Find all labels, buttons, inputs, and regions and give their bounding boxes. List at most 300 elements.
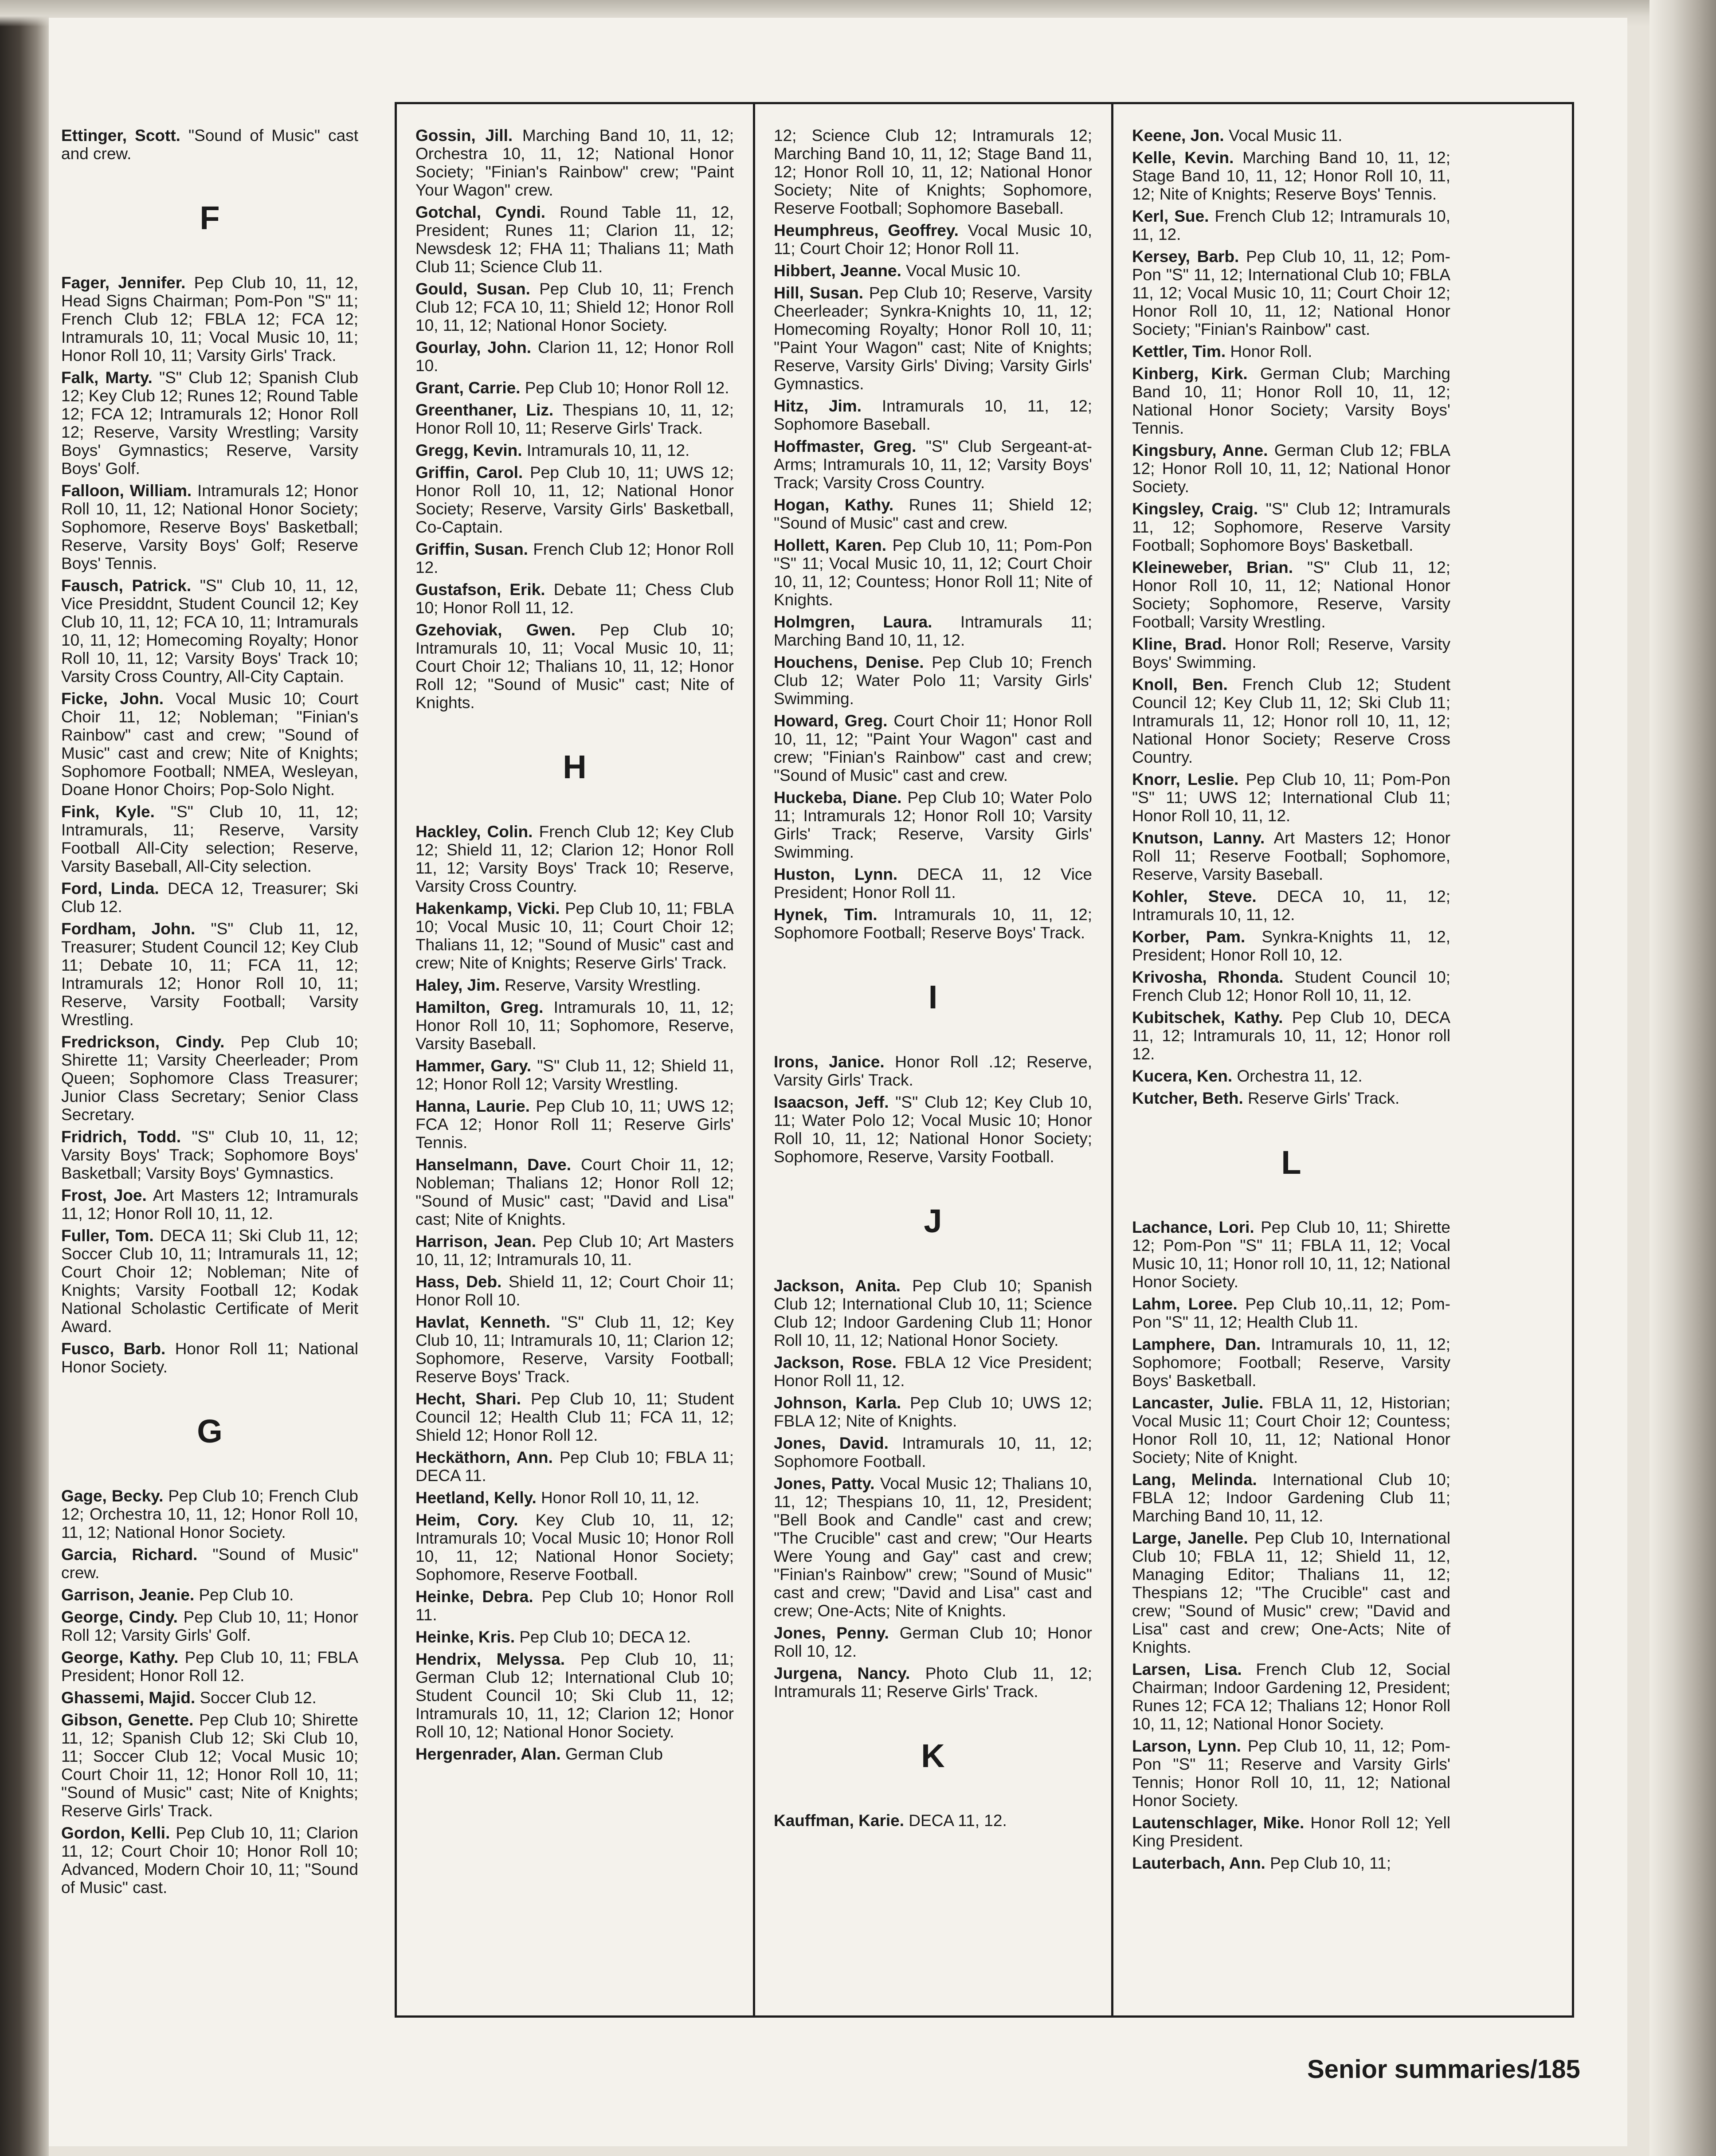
senior-name: Hill, Susan. (774, 284, 864, 302)
senior-entry (61, 1648, 358, 1685)
senior-name: Griffin, Carol. (415, 463, 523, 482)
senior-entry (415, 1650, 734, 1741)
senior-entry (415, 580, 734, 617)
senior-name: Kutcher, Beth. (1132, 1089, 1243, 1107)
senior-entry (61, 690, 358, 799)
senior-activities: Honor Roll; Reserve, Varsity Boys' Swimming. (1132, 635, 1450, 671)
senior-activities: FBLA 11, 12, Historian; Vocal Music 11; Court Choir 12; Countess; Honor Roll 10, 11, 12; National Honor Society; Nite of Knight. (1132, 1394, 1450, 1466)
senior-activities: Soccer Club 12. (195, 1689, 317, 1707)
senior-activities: Art Masters 12; Honor Roll 11; Reserve Football; Sophomore, Reserve, Varsity Baseball. (1132, 829, 1450, 883)
senior-activities: Orchestra 11, 12. (1232, 1067, 1363, 1085)
senior-name: Knoll, Ben. (1132, 675, 1228, 694)
senior-activities: Photo Club 11, 12; Intramurals 11; Reserve Girls' Track. (774, 1664, 1092, 1701)
senior-activities: Pep Club 10; Art Masters 10, 11, 12; Intramurals 10, 11. (415, 1232, 734, 1269)
senior-name: Ficke, John. (61, 690, 164, 708)
section-letter-heading: H (563, 749, 587, 785)
senior-entry (415, 1511, 734, 1584)
senior-activities: Pep Club 10; Shirette 11, 12; Spanish Club 12; Ski Club 10, 11; Soccer Club 12; Vocal Music 10; Court Choir 11, 12; Honor Roll 10, 11; "Sound of Music" cast; Nite of Knights; Reserve Girls' Track. (61, 1711, 358, 1820)
senior-name: Gzehoviak, Gwen. (415, 621, 576, 639)
senior-entry (774, 865, 1092, 902)
senior-entry (774, 1394, 1092, 1430)
senior-entry (415, 1628, 734, 1646)
senior-name: Hamilton, Greg. (415, 998, 544, 1016)
senior-name: Large, Janelle. (1132, 1529, 1248, 1547)
senior-entry (1132, 887, 1450, 924)
senior-name: Kersey, Barb. (1132, 247, 1239, 266)
senior-activities: Clarion 11, 12; Honor Roll 10. (415, 338, 734, 375)
senior-activities: Honor Roll. (1226, 342, 1312, 361)
senior-activities: Pep Club 10,.11, 12; Pom-Pon "S" 11, 12; Health Club 11. (1132, 1295, 1450, 1331)
senior-name: Kucera, Ken. (1132, 1067, 1233, 1085)
senior-entry (774, 1434, 1092, 1470)
senior-name: Heim, Cory. (415, 1511, 518, 1529)
senior-entry (1132, 1529, 1450, 1656)
senior-entry (1132, 1295, 1450, 1331)
senior-entry (61, 803, 358, 875)
senior-activities: Synkra-Knights 11, 12, President; Honor Roll 10, 12. (1132, 928, 1450, 964)
senior-entry (415, 401, 734, 437)
senior-name: Jurgena, Nancy. (774, 1664, 910, 1682)
yearbook-page (49, 18, 1627, 2146)
senior-activities: Pep Club 10; Honor Roll 12. (520, 379, 729, 397)
senior-name: Jones, David. (774, 1434, 889, 1452)
senior-name: Gibson, Genette. (61, 1711, 194, 1729)
senior-activities: Pep Club 10; Intramurals 10, 11; Vocal Music 10, 11; Court Choir 12; Thalians 10, 11, 12; Honor Roll 12; "Sound of Music" cast; Nite of Knights. (415, 621, 734, 712)
senior-activities: Pep Club 10; Reserve, Varsity Cheerleader; Synkra-Knights 10, 11, 12; Homecoming Royalty; Honor Roll 10, 11; "Paint Your Wagon" cast; Nite of Knights; Reserve, Varsity Girls' Diving; Varsity Girls' Gymnastics. (774, 284, 1093, 393)
senior-activities: "S" Club 11, 12; Honor Roll 10, 11, 12; National Honor Society; Sophomore, Reserve, Varsity Football; Varsity Wrestling. (1132, 558, 1450, 631)
senior-activities: Court Choir 11, 12; Nobleman; Thalians 12; Honor Roll 12; "Sound of Music" cast; "David and Lisa" cast; Nite of Knights. (415, 1156, 734, 1228)
senior-activities: "S" Club 10, 11, 12; Varsity Boys' Track; Sophomore Boys' Basketball; Varsity Boys' Gymnastics. (61, 1128, 358, 1182)
senior-entry (774, 1277, 1092, 1349)
senior-name: Isaacson, Jeff. (774, 1093, 889, 1111)
senior-entry (61, 1340, 358, 1376)
senior-name: Lachance, Lori. (1132, 1218, 1254, 1236)
senior-activities: Intramurals 11; Marching Band 10, 11, 12. (774, 613, 1092, 649)
senior-activities: Intramurals 10, 11, 12; Sophomore Football; Reserve Boys' Track. (774, 906, 1092, 942)
senior-entry (415, 823, 734, 895)
senior-name: Hass, Deb. (415, 1273, 502, 1291)
senior-entry (415, 1390, 734, 1444)
senior-activities: Runes 11; Shield 12; "Sound of Music" cast and crew. (774, 496, 1092, 532)
senior-activities: German Club (560, 1745, 663, 1763)
senior-entry (774, 1664, 1092, 1701)
senior-activities: International Club 10; FBLA 12; Indoor Gardening Club 11; Marching Band 10, 11, 12. (1132, 1470, 1450, 1525)
senior-name: Fredrickson, Cindy. (61, 1033, 225, 1051)
senior-entry (415, 280, 734, 334)
senior-activities: Pep Club 10, 11; UWS 12; Honor Roll 10, 11, 12; National Honor Society; Reserve, Varsity Girls' Basketball, Co-Captain. (415, 463, 734, 536)
senior-name: Fordham, John. (61, 920, 196, 938)
senior-entry (1132, 1394, 1450, 1466)
senior-name: Gregg, Kevin. (415, 441, 522, 459)
column-2 (415, 126, 734, 1767)
senior-entry (415, 1745, 734, 1763)
senior-entry (415, 1156, 734, 1228)
senior-entry (1132, 441, 1450, 496)
senior-name: Larson, Lynn. (1132, 1737, 1241, 1755)
senior-activities: German Club; Marching Band 10, 11; Honor Roll 10, 11, 12; National Honor Society; Varsity Boys' Tennis. (1132, 365, 1450, 437)
senior-name: Gage, Becky. (61, 1487, 164, 1505)
senior-name: Hibbert, Jeanne. (774, 262, 901, 280)
section-letter-heading: K (921, 1737, 945, 1774)
section-letter-heading: L (1281, 1144, 1301, 1181)
senior-activities: Pep Club 10, 11, 12; Pom-Pon "S" 11; Reserve and Varsity Girls' Tennis; Honor Roll 10, 11, 12; National Honor Society. (1132, 1737, 1450, 1810)
senior-name: Hitz, Jim. (774, 397, 862, 415)
senior-activities: Shield 11, 12; Court Choir 11; Honor Roll 10. (415, 1273, 734, 1309)
senior-activities: FBLA 12 Vice President; Honor Roll 11, 12. (774, 1353, 1093, 1390)
senior-entry (1132, 500, 1450, 554)
senior-activities: Pep Club 10, 11; German Club 12; International Club 10; Student Council 10; Ski Club 11, 12; Intramurals 10, 11, 12; Clarion 12; Honor Roll 10, 12; National Honor Society. (415, 1650, 734, 1741)
senior-name: Lang, Melinda. (1132, 1470, 1257, 1489)
senior-entry (774, 536, 1092, 609)
senior-activities: Intramurals 10, 11, 12; Honor Roll 10, 11; Sophomore, Reserve, Varsity Baseball. (415, 998, 734, 1053)
senior-name: Garrison, Jeanie. (61, 1586, 195, 1604)
senior-entry (415, 338, 734, 375)
senior-entry (1132, 342, 1450, 361)
senior-name: Kubitschek, Kathy. (1132, 1008, 1283, 1027)
senior-name: Ettinger, Scott. (61, 126, 180, 145)
senior-entry (774, 221, 1092, 258)
senior-name: Falk, Marty. (61, 368, 153, 387)
senior-entry (61, 879, 358, 916)
senior-activities: Pep Club 10, 11; UWS 12; FCA 12; Honor Roll 11; Reserve Girls' Tennis. (415, 1097, 734, 1152)
senior-entry (774, 262, 1092, 280)
senior-activities: DECA 11, 12. (904, 1811, 1007, 1830)
senior-name: Jackson, Anita. (774, 1277, 901, 1295)
senior-activities: Pep Club 10, 11; Honor Roll 12; Varsity Girls' Golf. (61, 1608, 358, 1644)
senior-activities: French Club 12; Key Club 12; Shield 11, 12; Clarion 12; Honor Roll 11, 12; Varsity Boys' Track 10; Reserve, Varsity Cross Country. (415, 823, 734, 895)
senior-activities: Court Choir 11; Honor Roll 10, 11, 12; "Paint Your Wagon" cast and crew; "Finian's Rainbow" cast and crew; "Sound of Music" cast and crew. (774, 712, 1092, 784)
senior-name: Havlat, Kenneth. (415, 1313, 551, 1331)
senior-name: Hoffmaster, Greg. (774, 437, 917, 455)
senior-entry (415, 1057, 734, 1093)
senior-name: Ghassemi, Majid. (61, 1689, 196, 1707)
senior-activities: "S" Club 11, 12; Key Club 10, 11; Intramurals 10, 11; Clarion 12; Sophomore, Reserve, Varsity Football; Reserve Boys' Track. (415, 1313, 734, 1386)
senior-entry (1132, 1335, 1450, 1390)
senior-entry (61, 1227, 358, 1336)
senior-entry (415, 203, 734, 276)
senior-name: Heinke, Debra. (415, 1588, 533, 1606)
senior-activities: Pep Club 10, 11; (1265, 1854, 1391, 1872)
senior-entry (1132, 635, 1450, 671)
senior-activities: Pep Club 10, 11; FBLA 10; Vocal Music 10, 11; Court Choir 12; Thalians 11, 12; "Sound of Music" cast and crew; Nite of Knights; Reserve Girls' Track. (415, 899, 734, 972)
senior-entry (61, 482, 358, 572)
senior-entry (61, 368, 358, 478)
senior-entry (774, 653, 1092, 708)
senior-name: Gould, Susan. (415, 280, 530, 298)
senior-name: Fuller, Tom. (61, 1227, 154, 1245)
senior-entry (415, 976, 734, 994)
senior-entry (415, 1313, 734, 1386)
senior-entry (774, 284, 1092, 393)
senior-name: Hogan, Kathy. (774, 496, 894, 514)
senior-name: Harrison, Jean. (415, 1232, 537, 1250)
senior-entry (61, 1487, 358, 1541)
senior-entry (774, 906, 1092, 942)
senior-entry (1132, 675, 1450, 766)
senior-entry (61, 274, 358, 365)
senior-activities: DECA 12, Treasurer; Ski Club 12. (61, 879, 359, 916)
senior-activities: Marching Band 10, 11, 12; Orchestra 10, 11, 12; National Honor Society; "Finian's Rainbow" crew; "Paint Your Wagon" crew. (415, 126, 734, 199)
senior-entry (415, 1489, 734, 1507)
senior-activities: Vocal Music 10, 11; Court Choir 12; Honor Roll 11. (774, 221, 1092, 258)
senior-entry (1132, 1218, 1450, 1291)
senior-entry (774, 1093, 1092, 1166)
senior-name: Gustafson, Erik. (415, 580, 545, 599)
senior-activities: Debate 11; Chess Club 10; Honor Roll 11, 12. (415, 580, 734, 617)
senior-name: Larsen, Lisa. (1132, 1660, 1242, 1678)
senior-activities: Pep Club 10, 11; Student Council 12; Health Club 11; FCA 11, 12; Shield 12; Honor Roll 12. (415, 1390, 734, 1444)
senior-name: Hecht, Shari. (415, 1390, 521, 1408)
senior-name: Kingsbury, Anne. (1132, 441, 1268, 459)
senior-name: Heetland, Kelly. (415, 1489, 537, 1507)
senior-name: Kettler, Tim. (1132, 342, 1226, 361)
senior-name: Lahm, Loree. (1132, 1295, 1238, 1313)
senior-entry (415, 1232, 734, 1269)
senior-activities: Reserve, Varsity Wrestling. (500, 976, 701, 994)
senior-entry (774, 1053, 1092, 1089)
senior-activities: "S" Club Sergeant-at-Arms; Intramurals 10, 11, 12; Varsity Boys' Track; Varsity Cross Country. (774, 437, 1092, 492)
senior-entry (774, 1474, 1092, 1620)
senior-name: Haley, Jim. (415, 976, 500, 994)
section-letter-heading: F (200, 200, 220, 236)
senior-entry (1132, 365, 1450, 437)
senior-activities: Honor Roll 11; National Honor Society. (61, 1340, 358, 1376)
senior-name: Kingsley, Craig. (1132, 500, 1258, 518)
senior-activities: Pep Club 10; DECA 12. (515, 1628, 691, 1646)
senior-entry (61, 1608, 358, 1644)
senior-activities: Marching Band 10, 11, 12; Stage Band 10, 11, 12; Honor Roll 10, 11, 12; Nite of Knights; Reserve Boys' Tennis. (1132, 149, 1450, 203)
section-letter-heading: I (928, 979, 938, 1015)
senior-name: George, Cindy. (61, 1608, 178, 1626)
senior-entry (1132, 1737, 1450, 1810)
senior-activities: Pep Club 10; Water Polo 11; Intramurals 12; Honor Roll 10; Varsity Girls' Track; Reserve, Varsity Girls' Swimming. (774, 788, 1092, 861)
senior-name: Fink, Kyle. (61, 803, 155, 821)
senior-activities: French Club 12; Intramurals 10, 11, 12. (1132, 207, 1450, 243)
senior-entry (1132, 829, 1450, 883)
senior-activities: "S" Club 12; Key Club 10, 11; Water Polo 12; Vocal Music 10; Honor Roll 10, 11, 12; National Honor Society; Sophomore, Reserve, Varsity Football. (774, 1093, 1092, 1166)
senior-name: Jones, Penny. (774, 1624, 889, 1642)
senior-activities: Pep Club 10; UWS 12; FBLA 12; Nite of Knights. (774, 1394, 1092, 1430)
senior-entry (1132, 126, 1450, 145)
senior-activities: Pep Club 10, 11; FBLA President; Honor Roll 12. (61, 1648, 358, 1685)
senior-name: Hendrix, Melyssa. (415, 1650, 565, 1668)
senior-entry (61, 126, 358, 163)
senior-activities: Vocal Music 10; Court Choir 11, 12; Nobleman; "Finian's Rainbow" cast and crew; "Sound of Music" cast and crew; Nite of Knights; Sophomore Football; NMEA, Wesleyan, Doane Honor Choirs; Pop-Solo Night. (61, 690, 358, 799)
senior-activities: Pep Club 10; Spanish Club 12; International Club 10, 11; Science Club 12; Indoor Gardening Club 11; Honor Roll 10, 11, 12; National Honor Society. (774, 1277, 1092, 1349)
senior-entry (1132, 1089, 1450, 1107)
senior-name: Gossin, Jill. (415, 126, 513, 145)
senior-name: Frost, Joe. (61, 1186, 147, 1204)
senior-activities: Pep Club 10; Shirette 11; Varsity Cheerleader; Prom Queen; Sophomore Class Treasurer; Junior Class Secretary; Senior Class Secretary. (61, 1033, 358, 1124)
senior-name: Garcia, Richard. (61, 1545, 198, 1564)
senior-activities: Pep Club 10, International Club 10; FBLA 11, 12; Shield 11, 12, Managing Editor; Thalians 11, 12; Thespians 12; "The Crucible" cast and crew; "Sound of Music" crew; "David and Lisa" cast and crew; One-Acts; Nite of Knights. (1132, 1529, 1450, 1656)
senior-entry (61, 1689, 358, 1707)
senior-name: Knutson, Lanny. (1132, 829, 1265, 847)
senior-name: Lamphere, Dan. (1132, 1335, 1261, 1353)
senior-name: Hackley, Colin. (415, 823, 533, 841)
senior-entry (774, 788, 1092, 861)
senior-entry (415, 379, 734, 397)
senior-name: Irons, Janice. (774, 1053, 885, 1071)
senior-name: Kelle, Kevin. (1132, 149, 1234, 167)
senior-activities: Student Council 10; French Club 12; Honor Roll 10, 11, 12. (1132, 968, 1450, 1004)
senior-entry (415, 1097, 734, 1152)
senior-name: Howard, Greg. (774, 712, 888, 730)
senior-entry (61, 1586, 358, 1604)
senior-entry (1132, 247, 1450, 338)
senior-name: Hynek, Tim. (774, 906, 878, 924)
senior-activities: German Club 10; Honor Roll 10, 12. (774, 1624, 1092, 1660)
senior-name: Hanna, Laurie. (415, 1097, 530, 1115)
senior-entry (61, 1711, 358, 1820)
senior-activities: DECA 10, 11, 12; Intramurals 10, 11, 12. (1132, 887, 1450, 924)
senior-entry (61, 576, 358, 686)
senior-activities: "S" Club 11, 12, Treasurer; Student Council 12; Key Club 11; Debate 10, 11; FCA 11, 12; Intramurals 12; Honor Roll 10, 11; Reserve, Varsity Football; Varsity Wrestling. (61, 920, 358, 1029)
book-page-edges (1649, 0, 1716, 2156)
senior-name: Grant, Carrie. (415, 379, 521, 397)
senior-name: Heckäthorn, Ann. (415, 1448, 553, 1466)
senior-name: Krivosha, Rhonda. (1132, 968, 1284, 986)
senior-name: Johnson, Karla. (774, 1394, 901, 1412)
senior-name: Falloon, William. (61, 482, 192, 500)
senior-entry (774, 126, 1092, 217)
senior-activities: Pep Club 10; French Club 12; Orchestra 10, 11, 12; Honor Roll 10, 11, 12; National Honor Society. (61, 1487, 358, 1541)
senior-name: Fridrich, Todd. (61, 1128, 181, 1146)
senior-name: Lancaster, Julie. (1132, 1394, 1264, 1412)
senior-entry (1132, 207, 1450, 243)
senior-name: Kauffman, Karie. (774, 1811, 905, 1830)
senior-activities: Pep Club 10, 11, 12, Head Signs Chairman; Pom-Pon "S" 11; French Club 12; FBLA 12; FCA 12; Intramurals 10, 11; Vocal Music 10, 11; Honor Roll 10, 11; Varsity Girls' Track. (61, 274, 358, 365)
senior-activities: French Club 12; Student Council 12; Key Club 11, 12; Ski Club 11; Intramurals 11, 12; Honor roll 10, 11, 12; National Honor Society; Reserve Cross Country. (1132, 675, 1450, 766)
senior-name: Gotchal, Cyndi. (415, 203, 546, 221)
senior-name: Lauterbach, Ann. (1132, 1854, 1265, 1872)
senior-entry (1132, 1008, 1450, 1063)
senior-entry (415, 126, 734, 199)
section-letter-heading: J (924, 1203, 942, 1239)
senior-name: Kinberg, Kirk. (1132, 365, 1248, 383)
senior-entry (774, 397, 1092, 433)
senior-activities: Pep Club 10, DECA 11, 12; Intramurals 10, 11, 12; Honor roll 12. (1132, 1008, 1450, 1063)
senior-activities: Art Masters 12; Intramurals 11, 12; Honor Roll 10, 11, 12. (61, 1186, 358, 1223)
senior-name: Fusco, Barb. (61, 1340, 166, 1358)
senior-name: George, Kathy. (61, 1648, 179, 1666)
senior-name: Hollett, Karen. (774, 536, 887, 554)
senior-name: Fager, Jennifer. (61, 274, 186, 292)
column-1 (61, 126, 358, 1901)
senior-activities: DECA 11, 12 Vice President; Honor Roll 11. (774, 865, 1092, 902)
senior-activities: Intramurals 10, 11, 12; Sophomore Football. (774, 1434, 1093, 1470)
senior-name: Gourlay, John. (415, 338, 532, 357)
column-4 (1132, 126, 1450, 1876)
senior-entry (61, 1824, 358, 1897)
senior-activities: Reserve Girls' Track. (1243, 1089, 1400, 1107)
senior-activities: "Sound of Music" cast and crew. (61, 126, 358, 163)
senior-name: Kline, Brad. (1132, 635, 1227, 653)
section-letter-heading: G (197, 1413, 223, 1450)
senior-activities: Pep Club 10, 11; Shirette 12; Pom-Pon "S" 11; FBLA 11, 12; Vocal Music 10, 11; Honor roll 10, 11, 12; National Honor Society. (1132, 1218, 1450, 1291)
senior-entry (61, 920, 358, 1029)
senior-entry (61, 1545, 358, 1582)
senior-entry (1132, 1660, 1450, 1733)
senior-activities: Pep Club 10; French Club 12; Water Polo 11; Varsity Girls' Swimming. (774, 653, 1093, 708)
senior-activities: DECA 11; Ski Club 11, 12; Soccer Club 10, 11; Intramurals 11, 12; Court Choir 12; Nobleman; Nite of Knights; Varsity Football 12; Kodak National Scholastic Certificate of Merit Award. (61, 1227, 358, 1336)
senior-activities: Pep Club 10; Honor Roll 11. (415, 1588, 734, 1624)
senior-name: Hergenrader, Alan. (415, 1745, 561, 1763)
senior-activities: "S" Club 11, 12; Shield 11, 12; Honor Roll 12; Varsity Wrestling. (415, 1057, 734, 1093)
senior-activities: Key Club 10, 11, 12; Intramurals 10; Vocal Music 10; Honor Roll 10, 11, 12; National Honor Society; Sophomore, Reserve Football. (415, 1511, 734, 1584)
senior-activities: Intramurals 10, 11, 12. (522, 441, 690, 459)
senior-name: Huckeba, Diane. (774, 788, 902, 807)
senior-name: Kleineweber, Brian. (1132, 558, 1293, 576)
senior-entry (415, 899, 734, 972)
senior-activities: "S" Club 10, 11, 12, Vice Presiddnt, Student Council 12; Key Club 10, 11, 12; FCA 10, 11; Intramurals 10, 11, 12; Homecoming Royalty; Honor Roll 10, 11, 12; Varsity Boys' Track 10; Varsity Cross Country, All-City Captain. (61, 576, 358, 686)
senior-entry (774, 1353, 1092, 1390)
senior-entry (774, 437, 1092, 492)
senior-name: Kohler, Steve. (1132, 887, 1257, 906)
senior-activities: "S" Club 12; Spanish Club 12; Key Club 12; Runes 12; Round Table 12; FCA 12; Intramurals 12; Honor Roll 12; Reserve, Varsity Wrestling; Varsity Boys' Gymnastics; Reserve, Varsity Boys' Golf. (61, 368, 359, 478)
senior-name: Lautenschlager, Mike. (1132, 1814, 1305, 1832)
book-binding-shadow (0, 0, 49, 2156)
senior-activities: Honor Roll 12; Yell King President. (1132, 1814, 1450, 1850)
senior-activities: "S" Club 12; Intramurals 11, 12; Sophomore, Reserve Varsity Football; Sophomore Boys' Basketball. (1132, 500, 1451, 554)
senior-name: Jackson, Rose. (774, 1353, 897, 1372)
senior-activities: Pep Club 10, 11; Clarion 11, 12; Court Choir 10; Honor Roll 10; Advanced, Modern Choir 10, 11; "Sound of Music" cast. (61, 1824, 358, 1897)
senior-entry (61, 1033, 358, 1124)
senior-entry (415, 621, 734, 712)
senior-activities: 12; Science Club 12; Intramurals 12; Marching Band 10, 11, 12; Stage Band 11, 12; Honor Roll 10, 11, 12; National Honor Society; Nite of Knights; Sophomore, Reserve Football; Sophomore Baseball. (774, 126, 1092, 217)
senior-name: Ford, Linda. (61, 879, 159, 898)
senior-activities: Vocal Music 12; Thalians 10, 11, 12; Thespians 10, 11, 12, President; "Bell Book and Candle" cast and crew; "The Crucible" cast and crew; "Our Hearts Were Young and Gay" cast and crew; "Finian's Rainbow" crew; "Sound of Music" cast and crew; "David and Lisa" cast and crew; One-Acts; Nite of Knights. (774, 1474, 1092, 1620)
senior-activities: Pep Club 10. (194, 1586, 294, 1604)
senior-activities: Pep Club 10, 11; French Club 12; FCA 10, 11; Shield 12; Honor Roll 10, 11, 12; National Honor Society. (415, 280, 734, 334)
senior-name: Griffin, Susan. (415, 540, 528, 558)
senior-name: Greenthaner, Liz. (415, 401, 554, 419)
senior-name: Hanselmann, Dave. (415, 1156, 572, 1174)
senior-name: Gordon, Kelli. (61, 1824, 170, 1842)
senior-entry (1132, 1470, 1450, 1525)
senior-name: Fausch, Patrick. (61, 576, 192, 595)
senior-activities: Pep Club 10, 11, 12; Pom-Pon "S" 11, 12; International Club 10; FBLA 11, 12; Vocal Music 10, 11; Court Choir 12; Honor Roll 10, 11, 12; National Honor Society; "Finian's Rainbow" cast. (1132, 247, 1450, 338)
senior-activities: Honor Roll 10, 11, 12. (536, 1489, 700, 1507)
senior-entry (1132, 928, 1450, 964)
senior-name: Korber, Pam. (1132, 928, 1246, 946)
page-footer: Senior summaries/185 (1307, 2055, 1580, 2084)
senior-name: Kerl, Sue. (1132, 207, 1209, 225)
senior-entry (1132, 1814, 1450, 1850)
senior-name: Huston, Lynn. (774, 865, 898, 883)
senior-activities: Pep Club 10; FBLA 11; DECA 11. (415, 1448, 734, 1485)
senior-entry (1132, 1854, 1450, 1872)
senior-entry (415, 463, 734, 536)
senior-entry (415, 441, 734, 459)
senior-activities: Vocal Music 11. (1224, 126, 1343, 145)
senior-activities: "S" Club 10, 11, 12; Intramurals, 11; Reserve, Varsity Football All-City selection; Reserve, Varsity Baseball, All-City selection. (61, 803, 358, 875)
senior-entry (415, 540, 734, 576)
senior-name: Hammer, Gary. (415, 1057, 532, 1075)
senior-name: Heumphreus, Geoffrey. (774, 221, 959, 239)
senior-entry (774, 1624, 1092, 1660)
senior-entry (1132, 968, 1450, 1004)
senior-entry (1132, 770, 1450, 825)
senior-activities: Vocal Music 10. (901, 262, 1021, 280)
senior-entry (774, 613, 1092, 649)
senior-entry (415, 1588, 734, 1624)
senior-name: Holmgren, Laura. (774, 613, 932, 631)
senior-activities: French Club 12; Honor Roll 12. (415, 540, 734, 576)
senior-entry (774, 1811, 1092, 1830)
senior-entry (1132, 1067, 1450, 1085)
senior-activities: Intramurals 10, 11, 12; Sophomore; Football; Reserve, Varsity Boys' Basketball. (1132, 1335, 1451, 1390)
